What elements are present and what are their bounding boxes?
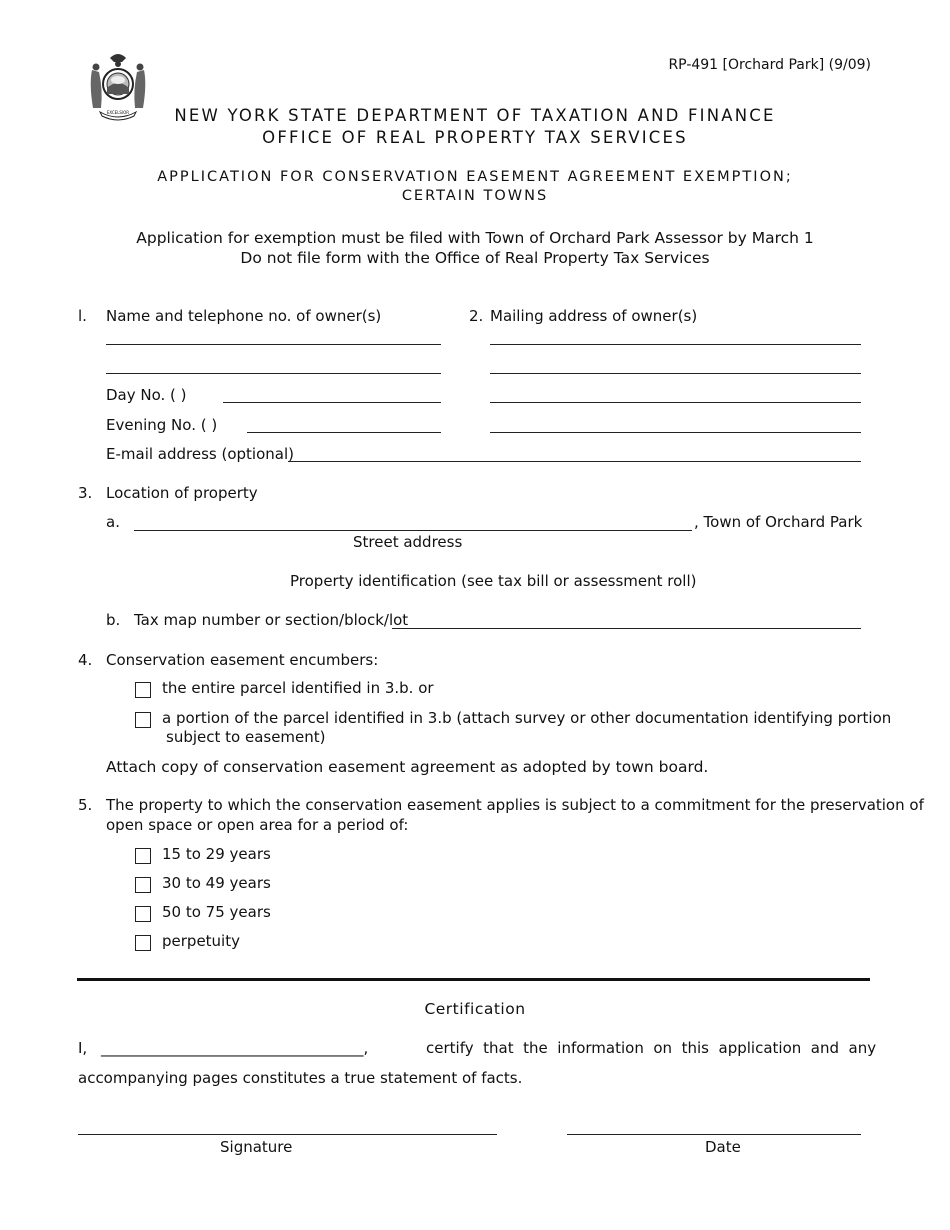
date-field[interactable] [567, 1134, 861, 1135]
section5-number: 5. [78, 796, 93, 814]
signature-label: Signature [220, 1138, 293, 1156]
perpetuity-label: perpetuity [162, 932, 240, 950]
entire-parcel-label: the entire parcel identified in 3.b. or [162, 679, 434, 697]
certification-title: Certification [424, 1000, 526, 1018]
town-label: , Town of Orchard Park [694, 513, 863, 531]
form-title-line1: APPLICATION FOR CONSERVATION EASEMENT AGREEMENT EXEMPTION; [157, 169, 793, 185]
portion-parcel-label: a portion of the parcel identified in 3.b (attach survey or other documentation identifying portion [162, 709, 892, 727]
owner-name-field-2[interactable] [106, 373, 441, 374]
perpetuity-checkbox[interactable] [135, 935, 151, 951]
instruction-line1: Application for exemption must be filed with Town of Orchard Park Assessor by March 1 [136, 229, 814, 247]
office-title: OFFICE OF REAL PROPERTY TAX SERVICES [262, 128, 688, 147]
period-30-49-checkbox[interactable] [135, 877, 151, 893]
section-divider [77, 978, 870, 981]
evening-phone-field[interactable] [247, 432, 441, 433]
encumbers-label: Conservation easement encumbers: [106, 651, 379, 669]
section3-number: 3. [78, 484, 93, 502]
mailing-address-field-4[interactable] [490, 432, 861, 433]
location-label: Location of property [106, 484, 258, 502]
street-address-field[interactable] [134, 530, 692, 531]
item-3a: a. [106, 513, 120, 531]
period-30-49-label: 30 to 49 years [162, 874, 271, 892]
form-title-line2: CERTAIN TOWNS [401, 188, 549, 204]
section4-number: 4. [78, 651, 93, 669]
certify-i: I, [78, 1039, 88, 1057]
date-label: Date [705, 1138, 741, 1156]
period-50-75-checkbox[interactable] [135, 906, 151, 922]
department-title: NEW YORK STATE DEPARTMENT OF TAXATION AND FINANCE [174, 106, 776, 125]
mailing-address-field-2[interactable] [490, 373, 861, 374]
portion-parcel-checkbox[interactable] [135, 712, 151, 728]
form-number: RP-491 [Orchard Park] (9/09) [668, 57, 871, 73]
street-address-caption: Street address [353, 533, 463, 551]
section1-number: l. [78, 307, 87, 325]
day-phone-label: Day No. ( ) [106, 386, 187, 404]
property-id-heading: Property identification (see tax bill or assessment roll) [290, 572, 697, 590]
item-3b: b. [106, 611, 121, 629]
commitment-text-line1: The property to which the conservation easement applies is subject to a commitment for the preservation of [106, 796, 924, 814]
section2-number: 2. [469, 307, 484, 325]
signature-field[interactable] [78, 1134, 497, 1135]
owner-name-label: Name and telephone no. of owner(s) [106, 307, 382, 325]
tax-map-label: Tax map number or section/block/lot [134, 611, 409, 629]
evening-phone-label: Evening No. ( ) [106, 416, 218, 434]
certify-statement: certify that the information on this application and any [426, 1039, 877, 1057]
mailing-address-label: Mailing address of owner(s) [490, 307, 698, 325]
mailing-address-field-1[interactable] [490, 344, 861, 345]
attach-instruction: Attach copy of conservation easement agreement as adopted by town board. [106, 758, 709, 776]
owner-name-field-1[interactable] [106, 344, 441, 345]
day-phone-field[interactable] [223, 402, 441, 403]
entire-parcel-checkbox[interactable] [135, 682, 151, 698]
instruction-line2: Do not file form with the Office of Real Property Tax Services [240, 249, 710, 267]
commitment-text-line2: open space or open area for a period of: [106, 816, 409, 834]
certifier-name-field[interactable]: ___________________________________, [101, 1039, 369, 1057]
email-field[interactable] [288, 461, 861, 462]
mailing-address-field-3[interactable] [490, 402, 861, 403]
period-50-75-label: 50 to 75 years [162, 903, 271, 921]
email-label: E-mail address (optional) [106, 445, 294, 463]
seal-motto: EXCELSIOR [106, 110, 130, 115]
period-15-29-label: 15 to 29 years [162, 845, 271, 863]
period-15-29-checkbox[interactable] [135, 848, 151, 864]
tax-map-field[interactable] [392, 628, 861, 629]
portion-parcel-label-cont: subject to easement) [166, 728, 326, 746]
certify-statement-cont: accompanying pages constitutes a true statement of facts. [78, 1069, 523, 1087]
